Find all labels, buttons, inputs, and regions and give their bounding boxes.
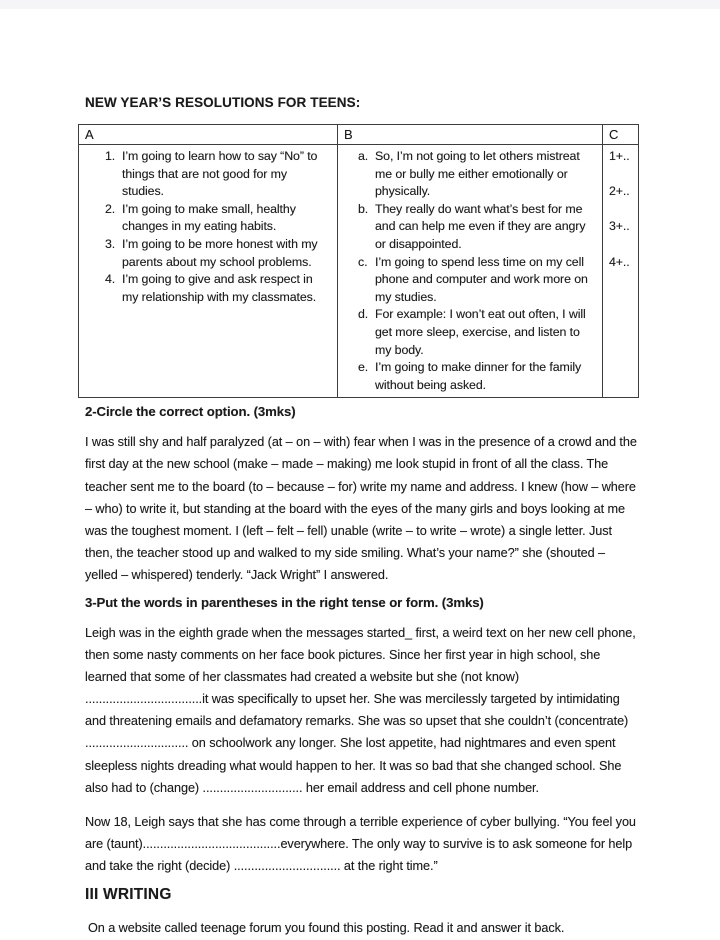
match-option-item xyxy=(338,306,600,359)
column-c-cell xyxy=(603,145,639,398)
list-item-text: I’m going to give and ask respect in my relationship with my classmates. xyxy=(122,272,317,304)
column-a-cell xyxy=(79,145,338,398)
list-item-text: I’m going to be more honest with my parents about my school problems. xyxy=(122,236,318,269)
section-3-passage-1: Leigh was in the eighth grade when the messages started_ first, a weird text on her new cell phone, then some nasty comments on her face book pictures. Since her first year in high school, she learned that some of her classmates had created a website but she (not know) ..................................it was specifically to upset her. She was mercilessly targeted by intimidating and threatening emails and defamatory remarks. She was so upset that she couldn’t (concentrate) .............................. on schoolwork any longer. She lost appetite, had nightmares and even spent sleepless nights dreading what would happen to her. It was so bad that she changed school. She also had to (change) ............................. her email address and cell phone number. xyxy=(85,625,636,795)
section-3-heading: 3-Put the words in parentheses in the right tense or form. (3mks) xyxy=(85,594,484,610)
list-item-text: I’m going to spend less time on my cell phone and computer and work more on my studies. xyxy=(375,254,588,304)
resolution-item xyxy=(79,236,335,271)
match-option-item xyxy=(338,201,600,254)
list-marker: e. xyxy=(358,360,369,375)
list-marker: 1. xyxy=(105,149,116,163)
section-3-passage-2: Now 18, Leigh says that she has come through a terrible experience of cyber bullying. “You feel you are (taunt)........................................everywhere. The only way to survive is to ask someone for help and take the right (decide) ............................... at the right time.” xyxy=(85,814,636,873)
table-header-row xyxy=(79,125,639,145)
match-option-item xyxy=(338,359,600,394)
match-option-item xyxy=(338,148,600,201)
list-marker: 4. xyxy=(105,272,116,287)
matching-table xyxy=(78,124,639,398)
list-marker: b. xyxy=(358,201,369,216)
list-item-text: I’m going to learn how to say “No” to things that are not good for my studies. xyxy=(122,149,318,199)
writing-section-heading: III WRITING xyxy=(85,886,172,903)
resolution-item xyxy=(79,201,335,236)
column-header-c: C xyxy=(603,125,639,145)
list-item-text: For example: I won’t eat out often, I will get more sleep, exercise, and listen to my body. xyxy=(375,307,586,357)
list-item-text: I’m going to make small, healthy changes in my eating habits. xyxy=(122,201,296,234)
resolution-item xyxy=(79,148,335,201)
document-title: NEW YEAR’S RESOLUTIONS FOR TEENS: xyxy=(85,95,361,110)
answer-slot: 3+.. xyxy=(609,219,630,234)
list-marker: 2. xyxy=(105,201,116,216)
list-marker: c. xyxy=(358,254,368,269)
list-item-text: So, I’m not going to let others mistreat me or bully me either emotionally or physically. xyxy=(375,149,580,199)
list-item-text: I’m going to make dinner for the family without being asked. xyxy=(375,360,582,392)
answer-slot: 2+.. xyxy=(609,184,630,199)
column-b-cell xyxy=(338,145,603,398)
match-option-item xyxy=(338,254,600,307)
writing-instruction: On a website called teenage forum you found this posting. Read it and answer it back. xyxy=(88,921,565,935)
table-body-row xyxy=(79,145,639,398)
list-marker: 3. xyxy=(105,236,116,251)
resolution-item xyxy=(79,271,335,306)
answer-slot: 1+.. xyxy=(609,149,630,163)
column-header-b: B xyxy=(338,125,603,145)
list-marker: a. xyxy=(358,149,369,163)
answer-slot: 4+.. xyxy=(609,254,630,269)
column-header-a: A xyxy=(79,125,338,145)
section-2-passage: I was still shy and half paralyzed (at – on – with) fear when I was in the presence of a crowd and the first day at the new school (make – made – making) me look stupid in front of all the class. The teacher sent me to the board (to – because – for) write my name and address. I knew (how – where – who) to write it, but standing at the board with the eyes of the many girls and boys looking at me was the toughest moment. I (left – felt – fell) unable (write – to write – wrote) a single letter. Just then, the teacher stood up and walked to my side smiling. What’s your name?” she (shouted – yelled – whispered) tenderly. “Jack Wright” I answered. xyxy=(85,435,637,582)
list-marker: d. xyxy=(358,307,369,322)
section-2-heading: 2-Circle the correct option. (3mks) xyxy=(85,404,296,420)
list-item-text: They really do want what’s best for me and can help me even if they are angry or disappointed. xyxy=(375,201,586,251)
document-content xyxy=(0,9,720,939)
scan-edge-artifact xyxy=(0,0,720,9)
